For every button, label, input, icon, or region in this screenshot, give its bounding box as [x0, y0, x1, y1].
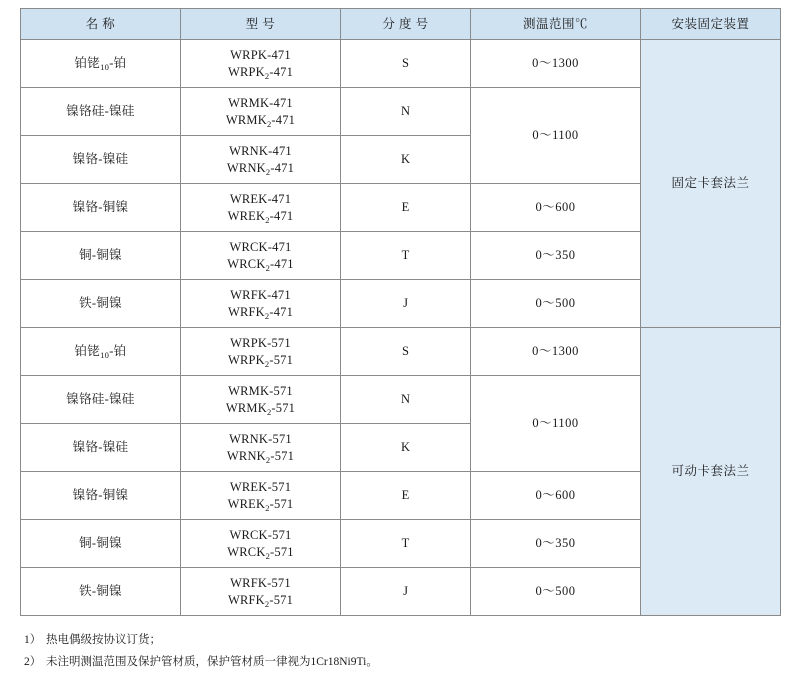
- column-header-grade: 分 度 号: [341, 9, 471, 40]
- cell-range: 0～350: [471, 232, 641, 280]
- model-line-2: $WRPK_2-571$: [227, 352, 294, 369]
- model-line-1: WRPK-571: [230, 335, 291, 350]
- cell-mount-fixed: 固定卡套法兰: [641, 40, 781, 328]
- cell-grade: E: [341, 472, 471, 520]
- model-line-1: WREK-571: [229, 479, 292, 494]
- model-line-1: WRPK-471: [230, 47, 291, 62]
- model-line-2: $WRMK_2-471$: [225, 112, 296, 129]
- cell-model: [181, 280, 341, 328]
- cell-grade: J: [341, 568, 471, 616]
- cell-name: 镍铬-镍硅: [21, 424, 181, 472]
- subscript: 2: [265, 166, 271, 177]
- cell-name: 铜-铜镍: [21, 232, 181, 280]
- cell-range: 0～1100: [471, 88, 641, 184]
- cell-model: [181, 184, 341, 232]
- cell-grade: N: [341, 88, 471, 136]
- cell-range: 0～500: [471, 280, 641, 328]
- footnote-1-text: 热电偶级按协议订货；: [46, 634, 161, 646]
- cell-model: [181, 472, 341, 520]
- table-row: [21, 328, 781, 376]
- cell-model: [181, 520, 341, 568]
- subscript: 2: [264, 358, 270, 369]
- subscript: 10: [100, 350, 110, 361]
- subscript: 2: [266, 118, 272, 129]
- subscript: 2: [265, 550, 271, 561]
- cell-grade: K: [341, 424, 471, 472]
- subscript: 2: [264, 598, 270, 609]
- cell-range: 0～1100: [471, 376, 641, 472]
- model-line-2: $WRCK_2-471$: [227, 256, 294, 273]
- cell-mount-movable: 可动卡套法兰: [641, 328, 781, 616]
- subscript: 2: [265, 502, 270, 513]
- table-row: [21, 40, 781, 88]
- model-line-1: WRFK-471: [230, 287, 291, 302]
- subscript: 2: [264, 310, 270, 321]
- model-line-2: $WRNK_2-571$: [226, 448, 295, 465]
- cell-model: [181, 568, 341, 616]
- model-line-2: $WREK_2-571$: [227, 496, 294, 513]
- cell-grade: T: [341, 520, 471, 568]
- cell-name: 铜-铜镍: [21, 520, 181, 568]
- cell-grade: K: [341, 136, 471, 184]
- cell-name: 镍铬硅-镍硅: [21, 88, 181, 136]
- cell-range: 0～500: [471, 568, 641, 616]
- footnote-2: [20, 652, 780, 674]
- cell-grade: E: [341, 184, 471, 232]
- cell-grade: T: [341, 232, 471, 280]
- model-line-1: WRCK-471: [229, 239, 292, 254]
- cell-range: 0～1300: [471, 40, 641, 88]
- model-line-1: WRCK-571: [229, 527, 292, 542]
- model-line-1: WREK-471: [229, 191, 292, 206]
- model-line-2: $WRPK_2-471$: [227, 64, 294, 81]
- cell-grade: N: [341, 376, 471, 424]
- cell-name: 镍铬硅-镍硅: [21, 376, 181, 424]
- footnote-1-number: 1）: [24, 634, 42, 646]
- model-line-2: $WRFK_2-471$: [227, 304, 294, 321]
- model-line-1: WRMK-471: [228, 95, 293, 110]
- cell-grade: J: [341, 280, 471, 328]
- model-line-1: WRFK-571: [230, 575, 291, 590]
- subscript: 2: [264, 70, 270, 81]
- subscript: 2: [266, 406, 272, 417]
- model-line-2: $WRFK_2-571$: [227, 592, 294, 609]
- cell-model: [181, 232, 341, 280]
- column-header-range: 测温范围℃: [471, 9, 641, 40]
- cell-model: [181, 328, 341, 376]
- column-header-name: 名 称: [21, 9, 181, 40]
- subscript: 2: [265, 262, 271, 273]
- footnote-2-number: 2）: [24, 655, 42, 668]
- column-header-mount: 安装固定装置: [641, 9, 781, 40]
- cell-name: 铂铑$_{10}$-铂: [21, 40, 181, 88]
- model-line-2: $WRNK_2-471$: [226, 160, 295, 177]
- cell-model: [181, 40, 341, 88]
- table-header: [21, 9, 781, 40]
- model-line-2: $WRMK_2-571$: [225, 400, 296, 417]
- model-line-1: WRMK-571: [228, 383, 293, 398]
- model-line-1: WRNK-571: [229, 431, 292, 446]
- model-line-1: WRNK-471: [229, 143, 292, 158]
- cell-model: [181, 88, 341, 136]
- cell-model: [181, 424, 341, 472]
- cell-name: 铁-铜镍: [21, 568, 181, 616]
- cell-range: 0～350: [471, 520, 641, 568]
- cell-grade: S: [341, 328, 471, 376]
- cell-model: [181, 136, 341, 184]
- cell-name: 镍铬-铜镍: [21, 184, 181, 232]
- footnote-1: [20, 630, 780, 652]
- subscript: 2: [265, 214, 270, 225]
- subscript: 2: [265, 454, 271, 465]
- model-line-2: $WRCK_2-571$: [227, 544, 294, 561]
- model-line-2: $WREK_2-471$: [227, 208, 294, 225]
- cell-model: [181, 376, 341, 424]
- table-body: [21, 40, 781, 616]
- cell-range: 0～1300: [471, 328, 641, 376]
- thermocouple-spec-table: [20, 8, 781, 616]
- cell-name: 铁-铜镍: [21, 280, 181, 328]
- cell-name: 镍铬-铜镍: [21, 472, 181, 520]
- column-header-model: 型 号: [181, 9, 341, 40]
- table-header-row: [21, 9, 781, 40]
- subscript: 10: [100, 62, 110, 73]
- cell-range: 0～600: [471, 184, 641, 232]
- cell-grade: S: [341, 40, 471, 88]
- footnote-2-text: 未注明测温范围及保护管材质，保护管材质一律视为1Cr18Ni9Ti。: [46, 655, 378, 668]
- cell-range: 0～600: [471, 472, 641, 520]
- footnotes: [20, 630, 780, 674]
- cell-name: 镍铬-镍硅: [21, 136, 181, 184]
- cell-name: 铂铑$_{10}$-铂: [21, 328, 181, 376]
